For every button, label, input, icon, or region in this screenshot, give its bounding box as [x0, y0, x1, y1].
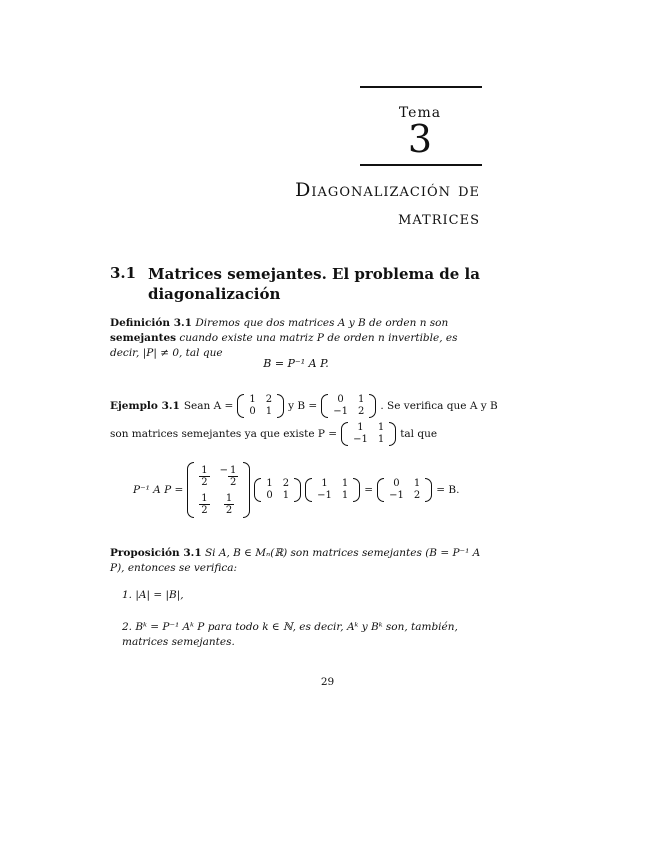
matrix-cell: 2 — [265, 394, 273, 405]
matrix-A — [237, 394, 284, 418]
definition-text-after: cuando existe una matriz P de orden n invertible, es decir, |P| ≠ 0, tal que — [110, 332, 458, 359]
chapter-title — [295, 176, 480, 232]
equation-lhs: P⁻¹ A P = — [133, 484, 184, 496]
item-number: 2. — [122, 621, 133, 633]
chapter-title-line1: Diagonalización de — [295, 179, 480, 201]
matrix-cell: 2 — [282, 478, 290, 489]
definition-label: Definición 3.1 — [110, 317, 192, 329]
definition-text-before: Diremos que dos matrices A y B de orden n son — [195, 317, 449, 329]
matrix-cell: 0 — [393, 478, 400, 489]
matrix-cell: −1 — [317, 490, 332, 501]
matrix-B — [321, 394, 376, 418]
fraction: $\frac{1}{2}$ — [201, 492, 208, 516]
matrix-cell: 1 — [413, 478, 421, 489]
proposition-item-1 — [110, 588, 482, 603]
fraction: $\frac{1}{2}$ — [225, 492, 233, 516]
matrix-cell: 1 — [341, 478, 349, 489]
example-text-2: y B = — [288, 400, 318, 412]
chapter-number: 3 — [407, 117, 433, 161]
example-text-1: Sean A = — [183, 400, 234, 412]
proposition-text: Si A, B ∈ Mₙ(ℝ) son matrices semejantes (B = P⁻¹ A P), entonces se verifica: — [110, 547, 481, 574]
proposition-label: Proposición 3.1 — [110, 547, 202, 559]
definition — [110, 316, 482, 361]
page-number: 29 — [320, 676, 335, 688]
matrix-B-repeat — [377, 478, 432, 502]
item-number: 1. — [122, 589, 133, 601]
matrix-cell: 2 — [357, 406, 365, 417]
matrix-cell: −1 — [353, 434, 368, 445]
matrix-A-repeat — [254, 478, 301, 502]
matrix-cell: 1 — [377, 434, 385, 445]
matrix-cell: −1 — [333, 406, 348, 417]
matrix-cell: 1 — [357, 422, 364, 433]
section-number: 3.1 — [110, 264, 137, 282]
matrix-cell: 0 — [266, 490, 273, 501]
proposition-item-2 — [122, 620, 482, 650]
example-equation — [133, 462, 493, 518]
equals-sign: = — [364, 484, 374, 496]
matrix-P-inverse: $\frac{1}{2}$ − $\frac{1}{2}$ $\frac{1}{2}$ $\frac{1}{2}$ — [187, 462, 250, 518]
matrix-cell: 1 — [321, 478, 328, 489]
fraction: $\frac{1}{2}$ — [230, 464, 237, 488]
chapter-title-line2: matrices — [398, 207, 480, 229]
matrix-cell: 1 — [266, 478, 273, 489]
matrix-cell: 1 — [357, 394, 365, 405]
matrix-cell: 1 — [377, 422, 385, 433]
example-line-2 — [110, 422, 490, 446]
definition-formula: B = P⁻¹ A P. — [263, 357, 329, 370]
example-label: Ejemplo 3.1 — [110, 400, 180, 412]
equation-rhs: = B. — [436, 484, 460, 496]
matrix-P — [341, 422, 396, 446]
matrix-cell: 0 — [337, 394, 344, 405]
definition-term: semejantes — [110, 332, 177, 344]
matrix-cell: 1 — [249, 394, 256, 405]
fraction: $\frac{1}{2}$ — [201, 464, 208, 488]
matrix-cell: 1 — [282, 490, 290, 501]
section-title: Matrices semejantes. El problema de la diagonalización — [148, 265, 480, 303]
item-text: |A| = |B|, — [135, 589, 184, 601]
example-text-5: tal que — [400, 428, 438, 440]
matrix-P-repeat — [305, 478, 360, 502]
proposition — [110, 546, 482, 576]
matrix-cell: 0 — [249, 406, 256, 417]
matrix-cell: 2 — [413, 490, 421, 501]
matrix-cell: −1 — [389, 490, 404, 501]
example-line-1 — [110, 394, 498, 418]
example-text-3: . Se verifica que A y B — [380, 400, 498, 412]
example-text-4: son matrices semejantes ya que existe P = — [110, 428, 338, 440]
chapter-label: Tema — [398, 105, 442, 121]
matrix-cell: 1 — [341, 490, 349, 501]
top-rule — [360, 86, 482, 88]
matrix-cell: 1 — [265, 406, 273, 417]
item-text: Bᵏ = P⁻¹ Aᵏ P para todo k ∈ ℕ, es decir, Aᵏ y Bᵏ son, también, matrices semejantes. — [122, 621, 458, 648]
bottom-rule — [360, 164, 482, 166]
